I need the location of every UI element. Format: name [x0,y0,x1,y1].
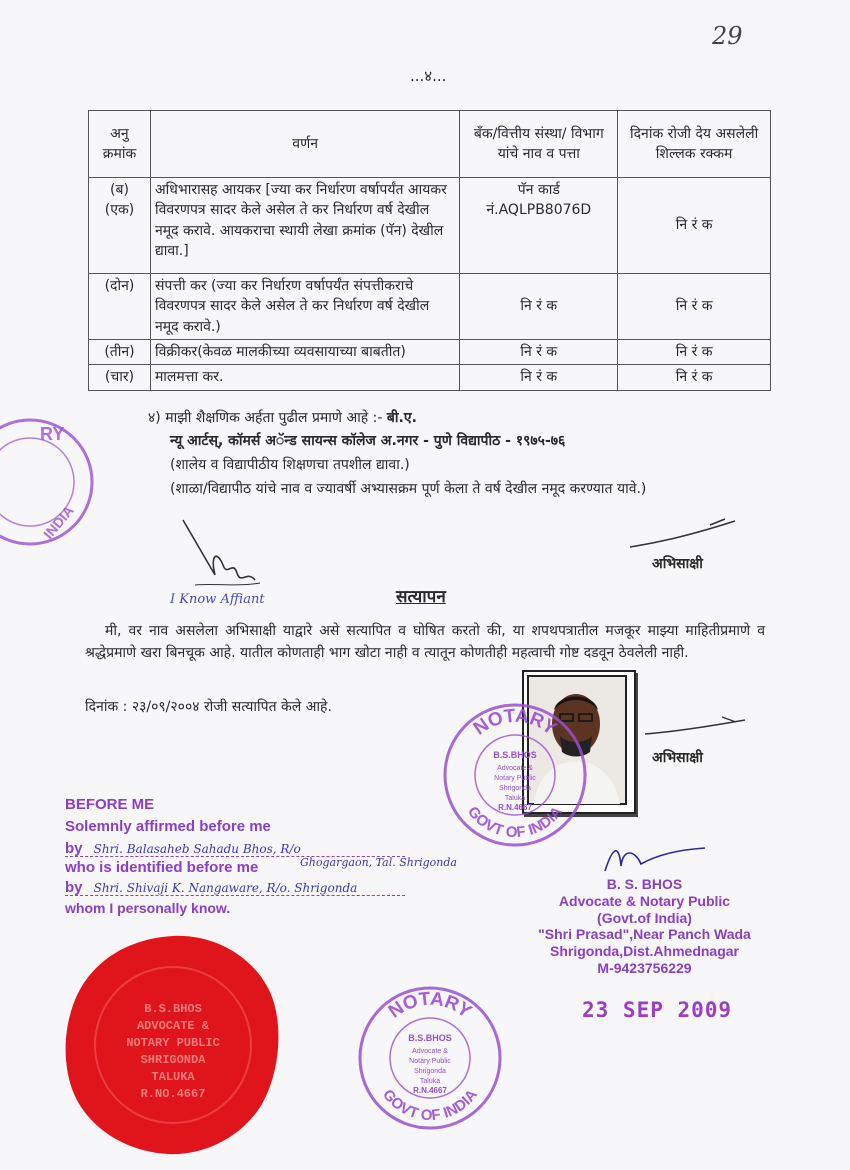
table-header-row [89,111,771,178]
seal-top-text: NOTARY [384,988,476,1023]
notary-name: B. S. BHOS [606,876,683,892]
row-bank: नि रं क [460,274,618,340]
deponent-label-1: अभिसाक्षी [652,556,703,572]
notary-seal-middle [440,700,590,850]
seal-line-2: Notary Public [409,1058,451,1065]
red-seal-line-1: B.S.BHOS [144,1002,202,1016]
row-serial: (दोन) [89,274,151,340]
header-amount: दिनांक रोजी देय असलेली शिल्लक रक्कम [618,111,771,178]
education-line-1 [148,408,417,427]
red-seal-line-2: ADVOCATE & [136,1019,210,1033]
deponent-label-2: अभिसाक्षी [652,750,703,766]
svg-text:INDIA: INDIA [40,502,77,542]
by-prefix-2: by [65,879,83,896]
verification-title: सत्यापन [396,587,446,607]
education-college: न्यू आर्टस्, कॉमर्स अॅन्ड सायन्स कॉलेज अ.नगर - पुणे विद्यापीठ - १९७५-७६ [170,433,566,449]
notary-address-1: "Shri Prasad",Near Panch Wada [538,926,751,943]
identified-before-me: who is identified before me [65,859,259,876]
affiant-signature [175,515,265,595]
seal-reg: R.N.4667 [413,1086,447,1095]
header-bank: बँक/वित्तीय संस्था/ विभाग यांचे नाव व पत्ता [460,111,618,178]
affiant-name-handwritten: Shri. Balasaheb Sahadu Bhos, R/o [93,842,301,856]
table-row [89,340,771,365]
row-description: संपत्ती कर (ज्या कर निर्धारण वर्षापर्यंत संपत्तीकराचे विवरणपत्र सादर केले असेल ते कर निर्धारण वर्ष देखील नमूद करावे.) [150,274,459,340]
row-bank: नि रं क [460,365,618,390]
verification-date: दिनांक : २३/०९/२००४ रोजी सत्यापित केले आहे. [85,699,332,715]
date-stamp: 23 SEP 2009 [582,998,733,1022]
row-description: विक्रीकर(केवळ मालकीच्या व्यवसायाच्या बाबतीत) [150,340,459,365]
partial-notary-stamp-left [0,410,100,560]
seal-line-4: Taluka [419,1078,441,1085]
i-know-affiant-note: I Know Affiant [170,592,265,607]
seal-line-3: Shrigonda [499,785,531,792]
education-prefix: ४) माझी शैक्षणिक अर्हता पुढील प्रमाणे आहे :- [148,410,387,426]
by-prefix-1: by [65,840,83,857]
row-serial: (तीन) [89,340,151,365]
row-serial: (ब) (एक) [89,178,151,274]
affiant-address-handwritten: Ghogargaon, Tal. Shrigonda [300,856,457,869]
notary-title: Advocate & Notary Public [558,892,731,909]
notary-details [522,876,767,977]
solemnly-affirmed: Solemnly affirmed before me [65,818,271,835]
personally-know: whom I personally know. [65,900,231,916]
table-row [89,178,771,274]
seal-name: B.S.BHOS [493,750,537,760]
before-me-heading: BEFORE ME [65,796,155,813]
verification-body: मी, वर नाव असलेला अभिसाक्षी याद्वारे असे सत्यापित व घोषित करतो की, या शपथपत्रातील मजकूर माझ्या माहितीप्रमाणे व श्रद्धेप्रमाणे खरा बिनचूक आहे. यातील कोणताही भाग खोटा नाही व त्यातून कोणतीही महत्वाची गोष्ट दडवून ठेवलेली नाही. [85,623,765,661]
red-seal-line-4: SHRIGONDA [140,1053,206,1067]
header-serial: अनु क्रमांक [89,111,151,178]
red-seal-line-3: NOTARY PUBLIC [126,1036,220,1050]
identifier-name-handwritten: Shri. Shivaji K. Nangaware, R/o. Shrigonda [93,881,358,895]
seal-line-1: Advocate & [412,1048,448,1055]
page-marker: ...४... [410,67,447,85]
row-bank: पॅन कार्ड नं.AQLPB8076D [460,178,618,274]
row-amount: नि रं क [618,178,771,274]
table-row [89,365,771,390]
seal-bottom-text: GOVT OF INDIA [379,1086,481,1125]
seal-reg: R.N.4667 [498,803,532,812]
seal-line-2: Notary Public [494,775,536,782]
notary-signature [595,836,715,881]
svg-text:RY: RY [40,424,65,444]
seal-line-1: Advocate & [497,765,533,772]
deponent-signature-1 [625,515,745,555]
seal-name: B.S.BHOS [408,1033,452,1043]
liabilities-table [88,110,771,391]
table-row [89,274,771,340]
red-seal-line-6: R.NO.4667 [140,1087,206,1101]
row-bank: नि रं क [460,340,618,365]
red-wax-seal [62,932,284,1158]
education-note-2: (शाळा/विद्यापीठ यांचे नाव व ज्यावर्षी अभ्यासक्रम पूर्ण केला ते वर्ष देखील नमूद करण्यात यावे.) [170,481,647,497]
row-amount: नि रं क [618,365,771,390]
notary-mobile: M-9423756229 [597,959,692,976]
seal-line-4: Taluka [504,795,526,802]
red-seal-line-5: TALUKA [151,1070,195,1084]
deponent-signature-2 [640,712,750,742]
education-degree: बी.ए. [386,410,417,426]
handwritten-page-number: 29 [712,22,743,50]
seal-line-3: Shrigonda [414,1068,446,1075]
notary-seal-bottom [355,983,505,1133]
seal-top-text: NOTARY [469,705,561,740]
row-description: अधिभारासह आयकर [ज्या कर निर्धारण वर्षापर्यंत आयकर विवरणपत्र सादर केले असेल ते कर निर्धारण वर्ष देखील नमूद करावे. आयकराचा स्थायी लेखा क्रमांक (पॅन) देखील द्यावा.] [150,178,459,274]
education-note-1: (शालेय व विद्यापीठीय शिक्षणचा तपशील द्यावा.) [170,457,410,473]
header-description: वर्णन [150,111,459,178]
row-serial: (चार) [89,365,151,390]
notary-address-2: Shrigonda,Dist.Ahmednagar [549,943,740,960]
row-amount: नि रं क [618,340,771,365]
row-description: मालमत्ता कर. [150,365,459,390]
by-line-2 [65,877,405,896]
seal-bottom-text: GOVT OF INDIA [464,803,566,842]
notary-govt: (Govt.of India) [597,909,692,926]
by-line-1 [65,838,405,857]
row-amount: नि रं क [618,274,771,340]
